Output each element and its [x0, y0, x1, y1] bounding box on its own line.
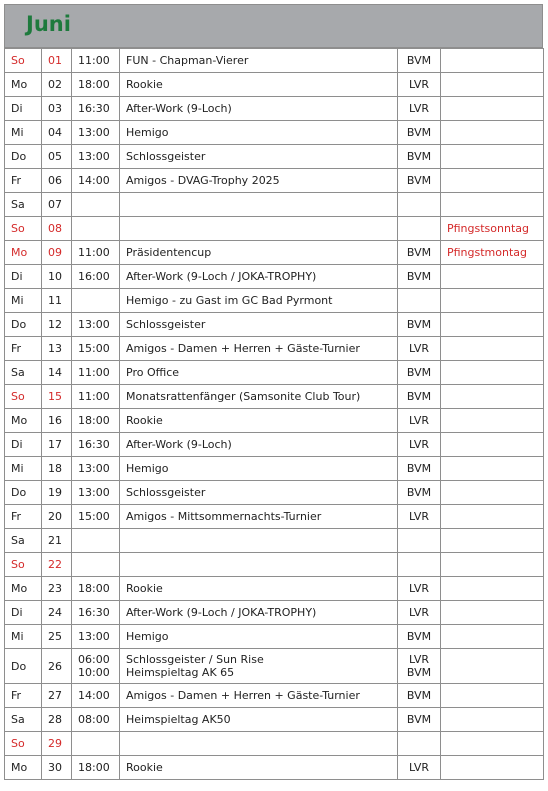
note-cell — [441, 625, 544, 649]
day-cell: 18 — [42, 457, 72, 481]
table-row — [5, 289, 544, 313]
table-row — [5, 708, 544, 732]
club-cell-line: BVM — [406, 666, 432, 679]
time-cell: 14:00 — [72, 169, 120, 193]
note-cell — [441, 169, 544, 193]
note-cell — [441, 313, 544, 337]
note-cell — [441, 289, 544, 313]
time-cell: 13:00 — [72, 313, 120, 337]
weekday-cell: Di — [5, 601, 42, 625]
event-cell: Rookie — [120, 756, 398, 780]
event-cell — [120, 217, 398, 241]
note-cell — [441, 145, 544, 169]
club-cell: LVR — [398, 601, 441, 625]
weekday-cell: So — [5, 49, 42, 73]
club-cell: LVR — [398, 756, 441, 780]
event-cell: FUN - Chapman-Vierer — [120, 49, 398, 73]
weekday-cell: Mo — [5, 241, 42, 265]
event-cell: Hemigo — [120, 121, 398, 145]
time-cell: 14:00 — [72, 684, 120, 708]
event-cell: Schlossgeister — [120, 481, 398, 505]
weekday-cell: Mi — [5, 457, 42, 481]
note-cell — [441, 601, 544, 625]
club-cell: LVR — [398, 337, 441, 361]
time-cell: 15:00 — [72, 505, 120, 529]
event-cell: After-Work (9-Loch / JOKA-TROPHY) — [120, 265, 398, 289]
event-cell — [120, 649, 398, 684]
time-cell: 16:30 — [72, 97, 120, 121]
club-cell-line: LVR — [408, 653, 430, 666]
weekday-cell: Mo — [5, 756, 42, 780]
club-cell: BVM — [398, 385, 441, 409]
table-row — [5, 601, 544, 625]
day-cell: 07 — [42, 193, 72, 217]
day-cell: 11 — [42, 289, 72, 313]
table-row — [5, 265, 544, 289]
event-cell: Hemigo - zu Gast im GC Bad Pyrmont — [120, 289, 398, 313]
day-cell: 20 — [42, 505, 72, 529]
weekday-cell: Fr — [5, 337, 42, 361]
event-cell: Schlossgeister — [120, 145, 398, 169]
table-row — [5, 433, 544, 457]
weekday-cell: Mi — [5, 625, 42, 649]
time-cell: 18:00 — [72, 73, 120, 97]
time-cell: 13:00 — [72, 121, 120, 145]
table-row — [5, 732, 544, 756]
club-cell: BVM — [398, 121, 441, 145]
time-cell: 16:30 — [72, 433, 120, 457]
weekday-cell: Do — [5, 313, 42, 337]
table-row — [5, 121, 544, 145]
time-cell-line: 10:00 — [78, 666, 110, 679]
weekday-cell: So — [5, 732, 42, 756]
event-cell — [120, 553, 398, 577]
month-title: Juni — [26, 12, 71, 36]
club-cell: BVM — [398, 241, 441, 265]
club-cell — [398, 217, 441, 241]
weekday-cell: Sa — [5, 361, 42, 385]
time-cell: 08:00 — [72, 708, 120, 732]
time-cell: 13:00 — [72, 481, 120, 505]
weekday-cell: Fr — [5, 505, 42, 529]
club-cell: BVM — [398, 457, 441, 481]
note-cell: Pfingstmontag — [441, 241, 544, 265]
weekday-cell: Fr — [5, 684, 42, 708]
day-cell: 22 — [42, 553, 72, 577]
note-cell — [441, 529, 544, 553]
table-row — [5, 409, 544, 433]
event-cell: Amigos - Mittsommernachts-Turnier — [120, 505, 398, 529]
time-cell: 18:00 — [72, 756, 120, 780]
time-cell — [72, 649, 120, 684]
club-cell: BVM — [398, 625, 441, 649]
event-cell — [120, 732, 398, 756]
weekday-cell: Do — [5, 649, 42, 684]
club-cell — [398, 732, 441, 756]
table-row — [5, 169, 544, 193]
day-cell: 29 — [42, 732, 72, 756]
event-cell: Hemigo — [120, 625, 398, 649]
club-cell — [398, 649, 441, 684]
note-cell — [441, 73, 544, 97]
time-cell: 13:00 — [72, 625, 120, 649]
day-cell: 13 — [42, 337, 72, 361]
note-cell — [441, 97, 544, 121]
time-cell: 11:00 — [72, 241, 120, 265]
club-cell: LVR — [398, 505, 441, 529]
note-cell — [441, 409, 544, 433]
event-cell: After-Work (9-Loch / JOKA-TROPHY) — [120, 601, 398, 625]
table-row — [5, 97, 544, 121]
note-cell — [441, 577, 544, 601]
day-cell: 14 — [42, 361, 72, 385]
weekday-cell: Di — [5, 433, 42, 457]
weekday-cell: Sa — [5, 708, 42, 732]
club-cell: LVR — [398, 409, 441, 433]
time-cell — [72, 553, 120, 577]
table-row — [5, 385, 544, 409]
time-cell — [72, 732, 120, 756]
club-cell: LVR — [398, 433, 441, 457]
weekday-cell: So — [5, 217, 42, 241]
note-cell: Pfingstsonntag — [441, 217, 544, 241]
time-cell: 13:00 — [72, 145, 120, 169]
club-cell — [398, 529, 441, 553]
note-cell — [441, 649, 544, 684]
club-cell: LVR — [398, 97, 441, 121]
event-cell: After-Work (9-Loch) — [120, 433, 398, 457]
time-cell: 11:00 — [72, 385, 120, 409]
time-cell-line: 06:00 — [78, 653, 110, 666]
weekday-cell: So — [5, 553, 42, 577]
day-cell: 27 — [42, 684, 72, 708]
day-cell: 21 — [42, 529, 72, 553]
time-cell: 16:30 — [72, 601, 120, 625]
club-cell: BVM — [398, 361, 441, 385]
event-cell: Hemigo — [120, 457, 398, 481]
event-cell: Pro Office — [120, 361, 398, 385]
day-cell: 12 — [42, 313, 72, 337]
note-cell — [441, 361, 544, 385]
table-row — [5, 361, 544, 385]
note-cell — [441, 385, 544, 409]
table-row — [5, 553, 544, 577]
table-row — [5, 193, 544, 217]
time-cell: 15:00 — [72, 337, 120, 361]
weekday-cell: Mi — [5, 289, 42, 313]
club-cell: BVM — [398, 49, 441, 73]
club-cell — [398, 193, 441, 217]
weekday-cell: So — [5, 385, 42, 409]
table-row — [5, 505, 544, 529]
time-cell — [72, 529, 120, 553]
weekday-cell: Mo — [5, 577, 42, 601]
day-cell: 02 — [42, 73, 72, 97]
club-cell: LVR — [398, 73, 441, 97]
club-cell: BVM — [398, 684, 441, 708]
table-row — [5, 529, 544, 553]
note-cell — [441, 265, 544, 289]
club-cell: BVM — [398, 481, 441, 505]
event-table — [4, 48, 544, 780]
time-cell — [72, 217, 120, 241]
note-cell — [441, 457, 544, 481]
weekday-cell: Mo — [5, 73, 42, 97]
day-cell: 06 — [42, 169, 72, 193]
table-row — [5, 145, 544, 169]
event-cell: Rookie — [120, 73, 398, 97]
event-cell: Amigos - Damen + Herren + Gäste-Turnier — [120, 684, 398, 708]
weekday-cell: Do — [5, 145, 42, 169]
day-cell: 10 — [42, 265, 72, 289]
table-row — [5, 649, 544, 684]
day-cell: 24 — [42, 601, 72, 625]
day-cell: 08 — [42, 217, 72, 241]
note-cell — [441, 505, 544, 529]
weekday-cell: Mi — [5, 121, 42, 145]
event-cell — [120, 529, 398, 553]
table-row — [5, 684, 544, 708]
note-cell — [441, 708, 544, 732]
time-cell: 18:00 — [72, 577, 120, 601]
event-cell: Schlossgeister — [120, 313, 398, 337]
note-cell — [441, 121, 544, 145]
day-cell: 30 — [42, 756, 72, 780]
table-row — [5, 217, 544, 241]
event-cell-line: Heimspieltag AK 65 — [126, 666, 235, 679]
time-cell — [72, 193, 120, 217]
weekday-cell: Mo — [5, 409, 42, 433]
day-cell: 19 — [42, 481, 72, 505]
note-cell — [441, 756, 544, 780]
day-cell: 05 — [42, 145, 72, 169]
table-row — [5, 241, 544, 265]
weekday-cell: Fr — [5, 169, 42, 193]
table-row — [5, 49, 544, 73]
day-cell: 23 — [42, 577, 72, 601]
table-row — [5, 457, 544, 481]
club-cell: LVR — [398, 577, 441, 601]
event-cell: Amigos - Damen + Herren + Gäste-Turnier — [120, 337, 398, 361]
table-row — [5, 577, 544, 601]
day-cell: 15 — [42, 385, 72, 409]
club-cell — [398, 289, 441, 313]
time-cell: 13:00 — [72, 457, 120, 481]
day-cell: 03 — [42, 97, 72, 121]
weekday-cell: Di — [5, 265, 42, 289]
event-cell-line: Schlossgeister / Sun Rise — [126, 653, 264, 666]
weekday-cell: Sa — [5, 529, 42, 553]
note-cell — [441, 732, 544, 756]
day-cell: 16 — [42, 409, 72, 433]
note-cell — [441, 337, 544, 361]
event-cell: Monatsrattenfänger (Samsonite Club Tour) — [120, 385, 398, 409]
table-row — [5, 313, 544, 337]
note-cell — [441, 553, 544, 577]
day-cell: 01 — [42, 49, 72, 73]
table-row — [5, 337, 544, 361]
table-row — [5, 756, 544, 780]
club-cell: BVM — [398, 265, 441, 289]
table-row — [5, 73, 544, 97]
table-row — [5, 625, 544, 649]
club-cell: BVM — [398, 708, 441, 732]
day-cell: 04 — [42, 121, 72, 145]
note-cell — [441, 684, 544, 708]
day-cell: 17 — [42, 433, 72, 457]
day-cell: 28 — [42, 708, 72, 732]
time-cell — [72, 289, 120, 313]
event-cell: Präsidentencup — [120, 241, 398, 265]
club-cell: BVM — [398, 313, 441, 337]
club-cell: BVM — [398, 169, 441, 193]
day-cell: 26 — [42, 649, 72, 684]
note-cell — [441, 193, 544, 217]
event-cell: Rookie — [120, 409, 398, 433]
event-cell: Heimspieltag AK50 — [120, 708, 398, 732]
month-header — [4, 4, 543, 48]
weekday-cell: Do — [5, 481, 42, 505]
event-cell: Rookie — [120, 577, 398, 601]
day-cell: 09 — [42, 241, 72, 265]
weekday-cell: Di — [5, 97, 42, 121]
time-cell: 11:00 — [72, 49, 120, 73]
note-cell — [441, 49, 544, 73]
note-cell — [441, 433, 544, 457]
club-cell — [398, 553, 441, 577]
event-cell: After-Work (9-Loch) — [120, 97, 398, 121]
time-cell: 16:00 — [72, 265, 120, 289]
note-cell — [441, 481, 544, 505]
day-cell: 25 — [42, 625, 72, 649]
table-row — [5, 481, 544, 505]
club-cell: BVM — [398, 145, 441, 169]
time-cell: 18:00 — [72, 409, 120, 433]
time-cell: 11:00 — [72, 361, 120, 385]
weekday-cell: Sa — [5, 193, 42, 217]
event-cell: Amigos - DVAG-Trophy 2025 — [120, 169, 398, 193]
event-cell — [120, 193, 398, 217]
